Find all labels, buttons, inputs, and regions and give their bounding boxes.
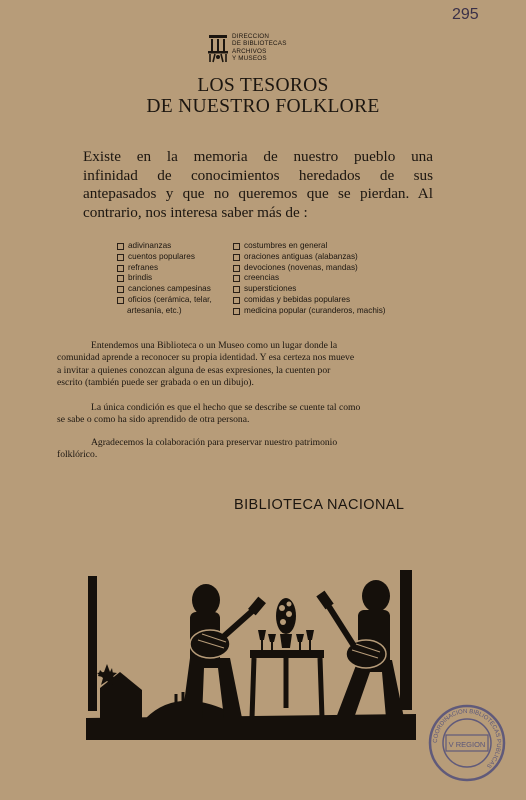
intro-line: Existe en la memoria de nuestro pueblo una	[83, 148, 433, 165]
checklist-item: comidas y bebidas populares	[233, 295, 386, 306]
body-paragraph	[57, 402, 403, 427]
intro-line: contrario, nos interesa saber más de :	[83, 203, 308, 221]
checkbox[interactable]	[233, 254, 240, 261]
checklist-item-continuation: artesanía, etc.)	[127, 305, 182, 315]
paragraph-line: Agradecemos la colaboración para preservar nuestro patrimonio	[91, 437, 338, 448]
intro-line: antepasados y que no queremos que se pierdan. Al	[83, 185, 433, 202]
paragraph-line: folklórico.	[57, 449, 98, 461]
stamp-ring-text: COORDINACION BIBLIOTECAS PUBLICAS	[432, 708, 502, 769]
checkbox[interactable]	[117, 243, 124, 250]
paragraph-line: a invitar a quienes conozcan alguna de esas expresiones, la cuenten por	[57, 364, 331, 376]
checklist-item: oraciones antiguas (alabanzas)	[233, 252, 386, 263]
checklist-item: costumbres en general	[233, 241, 386, 252]
checkbox[interactable]	[233, 275, 240, 282]
intro-line: infinidad de conocimientos heredados de sus	[83, 166, 433, 184]
checklist-item: supersticiones	[233, 284, 386, 295]
checklist-item: canciones campesinas	[117, 284, 212, 295]
page-title	[0, 75, 526, 117]
checkbox[interactable]	[233, 297, 240, 304]
checkbox[interactable]	[117, 286, 124, 293]
title-line-2: DE NUESTRO FOLKLORE	[146, 96, 380, 117]
checklist-item: devociones (novenas, mandas)	[233, 263, 386, 274]
institution-line: ARCHIVOS	[232, 47, 267, 55]
intro-paragraph	[83, 148, 433, 222]
signature: BIBLIOTECA NACIONAL	[234, 497, 405, 513]
checkbox[interactable]	[117, 265, 124, 272]
institution-line: DIRECCION	[232, 33, 270, 40]
page-number: 295	[452, 6, 479, 23]
title-line-1: LOS TESOROS	[197, 75, 329, 96]
checklist-item: creencias	[233, 273, 386, 284]
checkbox[interactable]	[233, 286, 240, 293]
library-stamp-seal	[426, 702, 508, 784]
paragraph-line: La única condición es que el hecho que se describe se cuente tal como	[91, 402, 361, 413]
institution-line: DE BIBLIOTECAS	[232, 40, 287, 48]
checklist-item: oficios (cerámica, telar,	[117, 295, 212, 306]
institution-name	[232, 33, 287, 63]
checklist-item: refranes	[117, 263, 212, 274]
checkbox[interactable]	[117, 297, 124, 304]
checklist-right	[233, 241, 386, 317]
checkbox[interactable]	[233, 243, 240, 250]
paragraph-line: se sabe o como ha sido aprendido de otra persona.	[57, 414, 250, 426]
paragraph-line: comunidad aprende a reconocer su propia identidad. Y esa certeza nos mueve	[57, 352, 355, 364]
paragraph-line: escrito (también puede ser grabada o en un dibujo).	[57, 376, 254, 388]
checklist-item: cuentos populares	[117, 252, 212, 263]
checklist-left	[117, 241, 212, 317]
stamp-center-text: V REGION	[448, 740, 486, 749]
checkbox[interactable]	[117, 275, 124, 282]
paragraph-line: Entendemos una Biblioteca o un Museo como un lugar donde la	[91, 340, 338, 351]
body-paragraph	[57, 340, 403, 389]
checklist-item: brindis	[117, 273, 212, 284]
body-paragraph	[57, 437, 403, 462]
checkbox[interactable]	[233, 308, 240, 315]
checkbox[interactable]	[117, 254, 124, 261]
checkbox[interactable]	[233, 265, 240, 272]
checklist-item: medicina popular (curanderos, machis)	[233, 306, 386, 317]
institution-line: Y MUSEOS	[232, 55, 267, 63]
checklist-item: adivinanzas	[117, 241, 212, 252]
institution-emblem-icon	[207, 33, 229, 63]
woodcut-guitar-players-illustration	[86, 568, 416, 740]
